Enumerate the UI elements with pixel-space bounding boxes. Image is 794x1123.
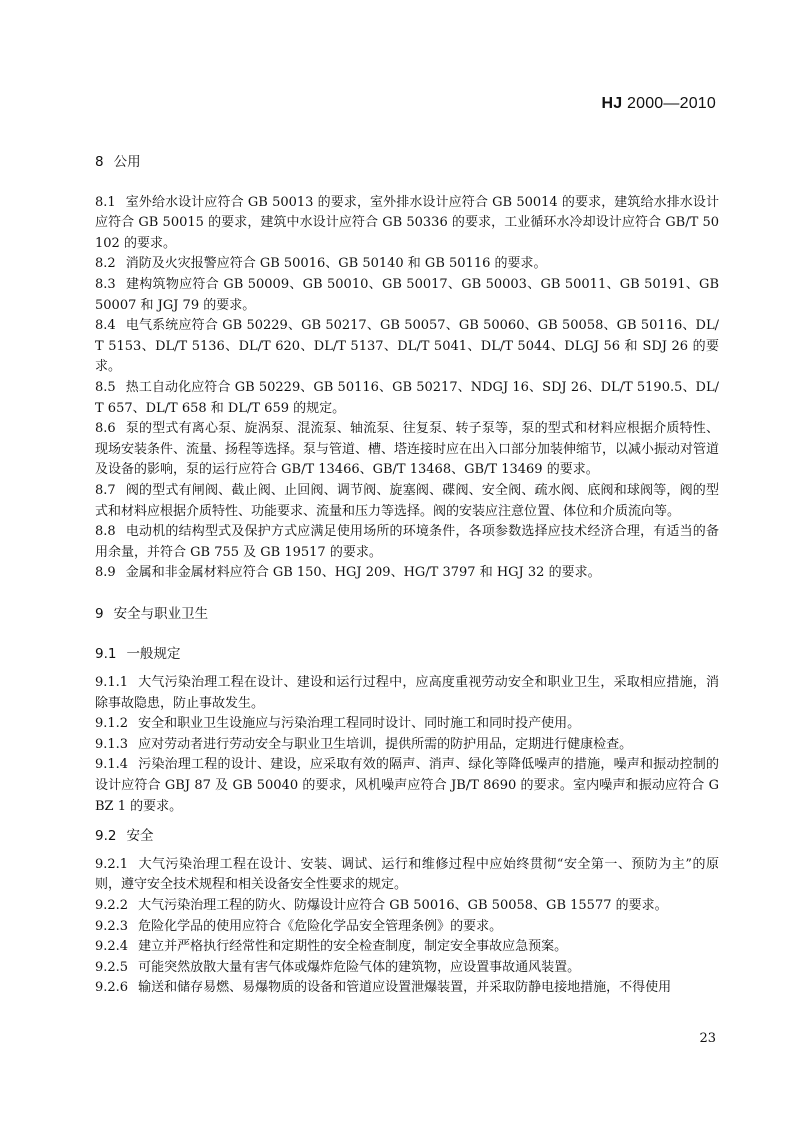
- clause-9-2-5: [95, 958, 719, 979]
- clause-text: 污染治理工程的设计、建设，应采取有效的隔声、消声、绿化等降低噪声的措施，噪声和振动控制的设计应符合 GBJ 87 及 GB 50040 的要求，风机噪声应符合 JB/T 8690 的要求。室内噪声和振动应符合 GBZ 1 的要求。: [95, 757, 719, 814]
- clause-number: 8.2: [95, 256, 116, 272]
- clause-number: 9.2.4: [95, 939, 129, 955]
- clause-text: 金属和非金属材料应符合 GB 150、HGJ 209、HG/T 3797 和 HGJ 32 的要求。: [125, 565, 601, 581]
- clause-9-1-3: [95, 735, 719, 756]
- clause-text: 热工自动化应符合 GB 50229、GB 50116、GB 50217、NDGJ 16、SDJ 26、DL/T 5190.5、DL/T 657、DL/T 658 和 DL/T 659 的规定。: [95, 379, 719, 416]
- document-code-prefix: HJ: [601, 95, 623, 112]
- clause-number: 9.1.3: [95, 736, 129, 752]
- subsection-title: 安全: [126, 828, 154, 845]
- subsection-title: 一般规定: [126, 646, 181, 663]
- clause-9-2-3: [95, 917, 719, 938]
- clause-text: 泵的型式有离心泵、旋涡泵、混流泵、轴流泵、往复泵、转子泵等，泵的型式和材料应根据介质特性、现场安装条件、流量、扬程等选择。泵与管道、槽、塔连接时应在出入口部分加装伸缩节，以减小振动对管道及设备的影响，泵的运行应符合 GB/T 13466、GB/T 13468、GB/T 13469 的要求。: [95, 421, 720, 478]
- clause-number: 9.1.1: [95, 675, 129, 691]
- section-title: 安全与职业卫生: [113, 605, 209, 622]
- clause-number: 9.2.5: [95, 959, 129, 975]
- clause-number: 9.2.6: [95, 980, 129, 996]
- subsection-heading-9-2: [95, 826, 719, 847]
- clause-8-7: [95, 481, 719, 522]
- clause-number: 8.3: [95, 276, 116, 292]
- clause-number: 8.7: [95, 482, 116, 498]
- document-code: [602, 95, 717, 113]
- clause-9-1-2: [95, 714, 719, 735]
- page-number: 23: [699, 1031, 716, 1046]
- clause-text: 输送和储存易燃、易爆物质的设备和管道应设置泄爆装置，并采取防静电接地措施，不得使用: [138, 980, 672, 996]
- clause-number: 8.8: [95, 524, 116, 540]
- clause-text: 室外给水设计应符合 GB 50013 的要求，室外排水设计应符合 GB 50014 的要求，建筑给水排水设计应符合 GB 50015 的要求，建筑中水设计应符合 GB 50336 的要求，工业循环水冷却设计应符合 GB/T 50102 的要求。: [95, 194, 719, 251]
- clause-text: 大气污染治理工程在设计、建设和运行过程中，应高度重视劳动安全和职业卫生，采取相应措施，消除事故隐患，防止事故发生。: [95, 675, 719, 711]
- clause-number: 9.1.4: [95, 757, 129, 773]
- clause-8-8: [95, 522, 719, 563]
- clause-9-1-4: [95, 755, 719, 817]
- clause-number: 9.1.2: [95, 716, 129, 732]
- section-number: 9: [95, 605, 104, 622]
- clause-8-3: [95, 275, 719, 316]
- clause-number: 8.9: [95, 565, 116, 581]
- clause-8-9: [95, 563, 719, 584]
- clause-text: 建立并严格执行经常性和定期性的安全检查制度，制定安全事故应急预案。: [138, 939, 568, 955]
- clause-text: 消防及火灾报警应符合 GB 50016、GB 50140 和 GB 50116 的要求。: [125, 256, 547, 272]
- subsection-number: 9.2: [95, 828, 117, 845]
- clause-text: 危险化学品的使用应符合《危险化学品安全管理条例》的要求。: [138, 918, 503, 934]
- clause-9-2-1: [95, 855, 719, 896]
- clause-number: 8.5: [95, 379, 116, 395]
- clause-number: 8.4: [95, 318, 116, 334]
- clause-number: 8.1: [95, 194, 116, 210]
- clause-text: 电气系统应符合 GB 50229、GB 50217、GB 50057、GB 50060、GB 50058、GB 50116、DL/T 5153、DL/T 5136、DL/T 620、DL/T 5137、DL/T 5041、DL/T 5044、DLGJ 56 和 SDJ 26 的要求。: [95, 318, 719, 375]
- document-code-rest: 2000—2010: [622, 95, 716, 112]
- clause-text: 大气污染治理工程在设计、安装、调试、运行和维修过程中应始终贯彻“安全第一、预防为主”的原则，遵守安全技术规程和相关设备安全性要求的规定。: [95, 856, 719, 893]
- clause-text: 电动机的结构型式及保护方式应满足使用场所的环境条件，各项参数选择应技术经济合理，有适当的备用余量，并符合 GB 755 及 GB 19517 的要求。: [95, 524, 719, 560]
- clause-8-1: [95, 193, 719, 255]
- clause-text: 阀的型式有闸阀、截止阀、止回阀、调节阀、旋塞阀、碟阀、安全阀、疏水阀、底阀和球阀等，阀的型式和材料应根据介质特性、功能要求、流量和压力等选择。阀的安装应注意位置、体位和介质流向等。: [95, 482, 719, 519]
- clause-8-6: [95, 419, 719, 481]
- clause-text: 安全和职业卫生设施应与污染治理工程同时设计、同时施工和同时投产使用。: [138, 716, 581, 732]
- section-heading-9: [95, 604, 719, 625]
- clause-text: 可能突然放散大量有害气体或爆炸危险气体的建筑物，应设置事故通风装置。: [138, 959, 581, 975]
- spacer: [95, 584, 719, 604]
- clause-8-5: [95, 378, 719, 419]
- spacer: [95, 817, 719, 826]
- clause-number: 9.2.2: [95, 898, 129, 913]
- subsection-heading-9-1: [95, 644, 719, 665]
- clause-8-4: [95, 316, 719, 378]
- clause-text: 建构筑物应符合 GB 50009、GB 50010、GB 50017、GB 50003、GB 50011、GB 50191、GB 50007 和 JGJ 79 的要求。: [95, 276, 719, 313]
- clause-8-2: [95, 254, 719, 275]
- subsection-number: 9.1: [95, 646, 117, 663]
- clause-text: 大气污染治理工程的防火、防爆设计应符合 GB 50016、GB 50058、GB 15577 的要求。: [138, 898, 668, 913]
- section-title: 公用: [113, 154, 141, 170]
- clause-number: 9.2.3: [95, 918, 129, 934]
- clause-text: 应对劳动者进行劳动安全与职业卫生培训，提供所需的防护用品，定期进行健康检查。: [138, 736, 633, 752]
- page-content: [95, 152, 719, 999]
- section-number: 8: [95, 154, 104, 170]
- clause-number: 9.2.1: [95, 856, 129, 872]
- clause-9-2-6: [95, 978, 719, 999]
- clause-9-1-1: [95, 673, 719, 714]
- clause-number: 8.6: [95, 421, 116, 437]
- clause-9-2-2: [95, 896, 719, 917]
- clause-9-2-4: [95, 937, 719, 958]
- section-heading-8: [95, 152, 719, 173]
